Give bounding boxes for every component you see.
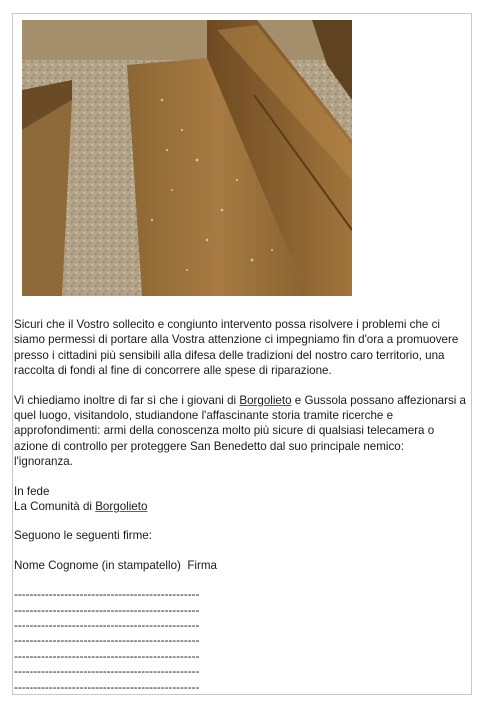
signature-line: ------------------------------------------------ [14, 680, 200, 694]
closing-line1: In fede [14, 484, 50, 498]
signature-lines [14, 587, 466, 695]
signatures-intro: Seguono le seguenti firme: [14, 529, 152, 543]
signature-line: ------------------------------------------------ [14, 619, 200, 633]
pew-photo [22, 20, 352, 296]
paragraph-youth [14, 393, 466, 470]
paragraph-repair: Sicuri che il Vostro sollecito e congiunto intervento possa risolvere i problemi che ci siamo permessi di portare alla Vostra attenzione ci impegniamo fin d'ora a promuovere presso i cittadini più sensibili alla difesa delle tradizioni del nostro caro territorio, una raccolta di fondi al fine di concorrere alle spese di riparazione. [14, 318, 459, 378]
signature-line: ------------------------------------------------ [14, 665, 200, 679]
letter-body [14, 317, 466, 695]
signature-line: ------------------------------------------------ [14, 649, 200, 663]
closing [14, 484, 466, 515]
p2-start: Vi chiediamo inoltre di far sì che i giovani di [14, 393, 240, 407]
closing-line2: La Comunità di [14, 500, 96, 514]
signature-line: ------------------------------------------------ [14, 634, 200, 648]
p2-rest: e Gussola possano affezionarsi a quel luogo, visitandolo, studiandone l'affascinante storia tramite ricerche e approfondimenti: armi della conoscenza molto più sicure di qualsiasi telecamera o azione di controllo per proteggere San Benedetto dal suo principale nemico: l'ignoranza. [14, 393, 467, 469]
closing-place: Borgolieto [95, 500, 148, 514]
signatures-header: Nome Cognome (in stampatello) Firma [14, 558, 217, 572]
place-name: Borgolieto [239, 393, 292, 407]
signature-line: ------------------------------------------------ [14, 588, 200, 602]
signature-line: ------------------------------------------------ [14, 603, 200, 617]
pew-illustration [22, 20, 352, 296]
